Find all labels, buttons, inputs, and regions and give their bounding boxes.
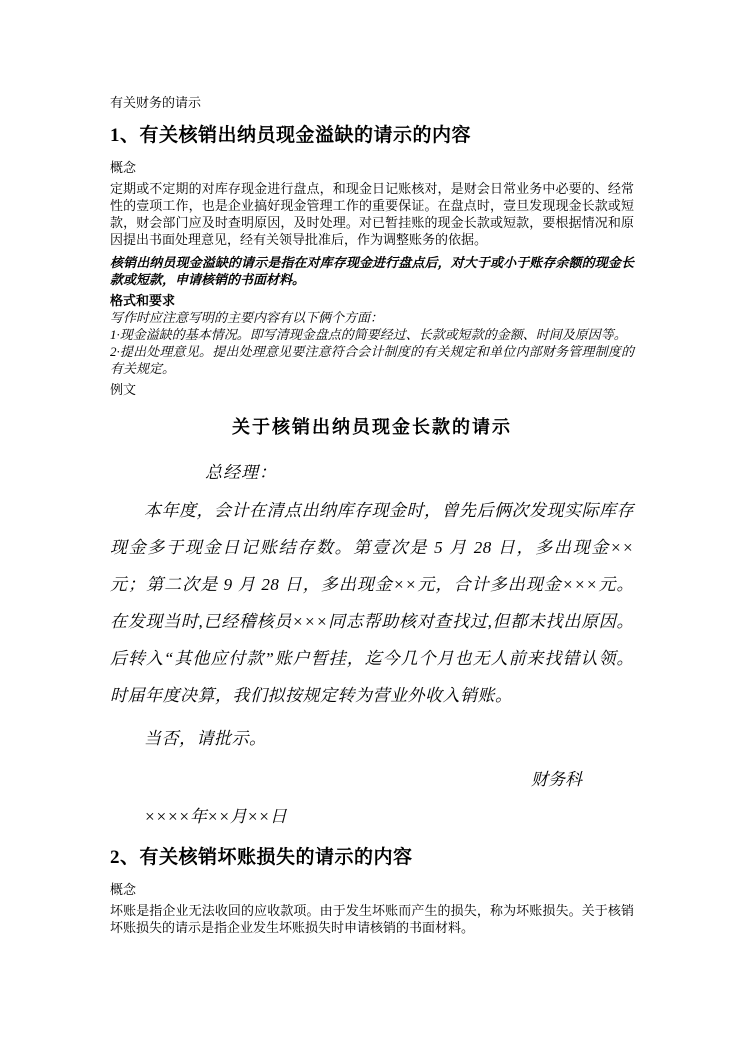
section1-format-intro: 写作时应注意写明的主要内容有以下俩个方面： <box>110 310 384 325</box>
section2 <box>110 845 634 936</box>
letter-signature: 财务科 <box>531 770 582 789</box>
letter-paragraph-2: 当否，请批示。 <box>144 729 267 748</box>
format-item-1: 1·现金溢缺的基本情况。即写清现金盘点的简要经过、长款或短款的金额、时间及原因等。 <box>110 327 627 342</box>
letter-salutation: 总经理： <box>205 463 277 482</box>
section2-concept-paragraph: 坏账是指企业无法收回的应收款项。由于发生坏账而产生的损失，称为坏账损失。关于核销坏账损失的请示是指企业发生坏账损失时申请核销的书面材料。 <box>110 903 634 935</box>
section1-definition-paragraph: 核销出纳员现金溢缺的请示是指在对库存现金进行盘点后，对大于或小于账存余额的现金长款或短款，申请核销的书面材料。 <box>110 255 634 287</box>
format-item-2: 2·提出处理意见。提出处理意见要注意符合会计制度的有关规定和单位内部财务管理制度的有关规定。 <box>110 344 634 376</box>
section1-concept-label: 概念 <box>110 160 137 175</box>
letter-date: ××××年××月××日 <box>144 807 287 826</box>
section1-concept-paragraph: 定期或不定期的对库存现金进行盘点，和现金日记账核对，是财会日常业务中必要的、经常性的壹项工作，也是企业搞好现金管理工作的重要保证。在盘点时，壹旦发现现金长款或短款，财会部门应及时查明原因，及时处理。对已暂挂账的现金长款或短款，要根据情况和原因提出书面处理意见，经有关领导批准后，作为调整账务的依据。 <box>110 181 634 247</box>
section1-format-label: 格式和要求 <box>110 293 176 308</box>
section2-heading: 2、有关核销坏账损失的请示的内容 <box>110 847 413 868</box>
section1-example-label: 例文 <box>110 382 137 397</box>
letter-title: 关于核销出纳员现金长款的请示 <box>232 417 512 437</box>
letter-paragraph-1: 本年度，会计在清点出纳库存现金时，曾先后俩次发现实际库存现金多于现金日记账结存数。第壹次是 5 月 28 日，多出现金××元；第二次是 9 月 28 日，多出现金××元，合计多出现金×××元。在发现当时,已经稽核员×××同志帮助核对查找过,但都未找出原因。后转入“其他应付款”账户暂挂，迄今几个月也无人前来找错认领。时届年度决算，我们拟按规定转为营业外收入销账。 <box>110 501 634 705</box>
section1-heading: 1、有关核销出纳员现金溢缺的请示的内容 <box>110 125 472 146</box>
section2-concept-label: 概念 <box>110 882 137 897</box>
doc-header-note: 有关财务的请示 <box>110 95 202 110</box>
